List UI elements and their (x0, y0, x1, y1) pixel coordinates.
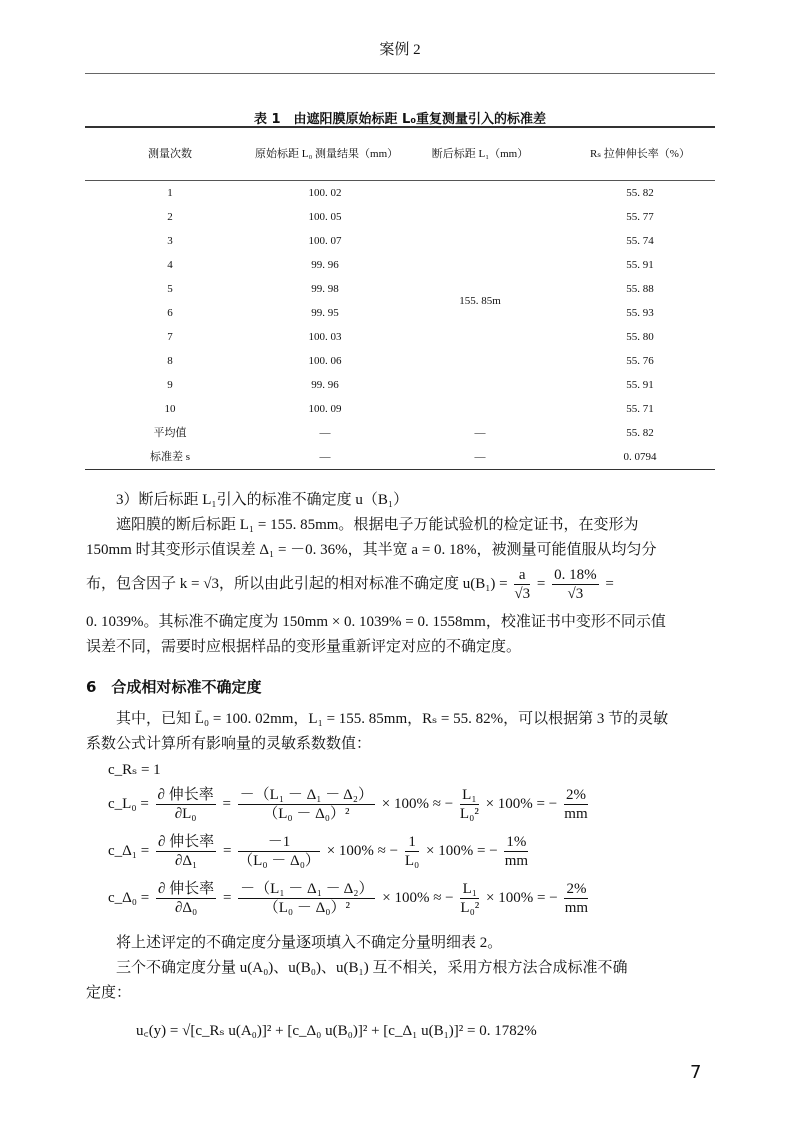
running-header: 案例 2 (379, 42, 421, 58)
table-cell: 100. 02 (308, 187, 342, 199)
table-cell: 55. 88 (626, 283, 654, 295)
table-cell: 100. 03 (308, 331, 342, 343)
equation: c_Δ₁ = $\frac{\text{∂ 伸长率}}{\text{∂Δ₁}}$ = $\frac{-1}{\text{（L₀ － Δ₀）}}$ × 100% ≈ − $\frac{1}{\text{L₀}}$ × 100% = − $\frac{1\%}{mm}$ (108, 834, 529, 870)
col-header: Rₛ 拉伸伸长率（%） (590, 148, 690, 160)
table-cell: — (474, 427, 486, 439)
table-cell: 100. 05 (308, 211, 342, 223)
paragraph-line: 150mm 时其变形示值误差 Δ₁ = －0. 36%，其半宽 a = 0. 18%，被测量可能值服从均匀分 (86, 542, 657, 558)
table-cell: — (319, 427, 331, 439)
section-heading: 6 合成相对标准不确定度 (86, 678, 262, 696)
table-cell: 99. 95 (311, 307, 339, 319)
col-header: 原始标距 L₀ 测量结果（mm） (255, 148, 399, 160)
table-cell: 55. 91 (626, 379, 654, 391)
table-cell: — (474, 451, 486, 463)
paragraph-line: 遮阳膜的断后标距 L₁ = 155. 85mm。根据电子万能试验机的检定证书，在变形为 (116, 517, 639, 533)
paragraph-line: 将上述评定的不确定度分量逐项填入不确定分量明细表 2。 (116, 935, 503, 951)
table-cell: 55. 80 (626, 331, 654, 343)
fraction: $\frac{\text{∂ 伸长率}}{\text{∂Δ₀}}$ (158, 881, 215, 917)
fraction: $\frac{2\%}{mm}$ (564, 787, 588, 823)
table-cell: 4 (167, 259, 173, 271)
table-cell: 155. 85m (459, 295, 501, 307)
equation: c_Rₛ = 1 (108, 762, 161, 778)
table-cell: 99. 96 (311, 379, 339, 391)
summary-row (85, 445, 715, 470)
table-cell: 55. 77 (626, 211, 654, 223)
table-cell: 99. 96 (311, 259, 339, 271)
table-cell: 标准差 s (149, 451, 191, 463)
fraction: $\frac{\text{∂ 伸长率}}{\text{∂Δ₁}}$ (158, 834, 215, 870)
fraction: $\frac{1}{\text{L₀}}$ (404, 834, 420, 870)
table-cell: 100. 09 (308, 403, 342, 415)
table-cell: 55. 76 (626, 355, 654, 367)
table-cell: 55. 82 (626, 187, 654, 199)
fraction: $\frac{0. 18\%}{√3}$ (554, 567, 597, 603)
table-cell: 55. 91 (626, 259, 654, 271)
table-cell: 100. 07 (308, 235, 342, 247)
table-cell: 0. 0794 (623, 451, 657, 463)
col-header: 测量次数 (148, 148, 192, 160)
table-cell: 55. 82 (626, 427, 654, 439)
paragraph-line: 其中，已知 L̄₀ = 100. 02mm，L₁ = 155. 85mm，Rₛ = 55. 82%，可以根据第 3 节的灵敏 (116, 711, 669, 727)
table-cell: — (319, 451, 331, 463)
equation: c_Δ₀ = $\frac{\text{∂ 伸长率}}{\text{∂Δ₀}}$ = $\frac{\text{－（L₁ － Δ₁ － Δ₂）}}{\text{（L₀ － Δ₀）²}}$ × 100% ≈ − $\frac{\text{L₁}}{\text{L₀²}}$ × 100% = − $\frac{2\%}{mm}$ (108, 881, 589, 917)
paragraph-line: 三个不确定度分量 u(A₀)、u(B₀)、u(B₁) 互不相关，采用方根方法合成标准不确 (116, 960, 628, 976)
table-cell: 55. 71 (626, 403, 654, 415)
fraction: $\frac{\text{L₁}}{\text{L₀²}}$ (459, 787, 479, 823)
fraction: $\frac{2\%}{mm}$ (564, 881, 589, 917)
table-cell: 2 (167, 211, 173, 223)
table-cell: 7 (167, 331, 173, 343)
table-row (85, 181, 715, 206)
summary-row (85, 421, 715, 445)
fraction: $\frac{1\%}{mm}$ (504, 834, 529, 870)
fraction: $\frac{\text{L₁}}{\text{L₀²}}$ (460, 881, 480, 917)
fraction: $\frac{\text{∂ 伸长率}}{\text{∂L₀}}$ (157, 787, 214, 823)
table-cell: 6 (167, 307, 173, 319)
table-cell: 100. 06 (308, 355, 342, 367)
table-cell: 3 (167, 235, 173, 247)
subsection-title: 3）断后标距 L₁引入的标准不确定度 u（B₁） (116, 492, 409, 508)
table-cell: 平均值 (153, 427, 187, 439)
equation: c_L₀ = $\frac{\text{∂ 伸长率}}{\text{∂L₀}}$ = $\frac{\text{－（L₁ － Δ₁ － Δ₂）}}{\text{（L₀ － Δ₀）²}}$ × 100% ≈ − $\frac{\text{L₁}}{\text{L₀²}}$ × 100% = − $\frac{2\%}{mm}$ (108, 787, 588, 823)
data-table (85, 126, 715, 470)
fraction: $\frac{-1}{\text{（L₀ － Δ₀）}}$ (238, 834, 320, 870)
col-header: 断后标距 L₁（mm） (431, 148, 529, 160)
table-caption: 表 1 由遮阳膜原始标距 L₀重复测量引入的标准差 (253, 112, 547, 127)
fraction: $\frac{\text{－（L₁ － Δ₁ － Δ₂）}}{\text{（L₀ － Δ₀）²}}$ (240, 881, 374, 917)
table-cell: 55. 93 (626, 307, 654, 319)
paragraph-line: 系数公式计算所有影响量的灵敏系数数值： (86, 736, 372, 752)
table-cell: 5 (167, 283, 173, 295)
fraction: $\frac{a}{√3}$ (514, 567, 531, 603)
table-cell: 55. 74 (626, 235, 654, 247)
table-cell: 9 (167, 379, 173, 391)
text: 布，包含因子 k = √3，所以由此引起的相对标准不确定度 u(B₁) = (86, 576, 508, 592)
table-cell: 8 (167, 355, 173, 367)
table-cell: 10 (164, 403, 176, 415)
paragraph-line: 定度： (86, 985, 132, 1001)
header-rule (85, 73, 715, 74)
paragraph-line: 0. 1039%。其标准不确定度为 150mm × 0. 1039% = 0. 1558mm，校准证书中变形不同示值 (86, 614, 666, 630)
paragraph-line: 误差不同，需要时应根据样品的变形量重新评定对应的不确定度。 (86, 639, 522, 655)
page-number: 7 (690, 1062, 702, 1083)
fraction: $\frac{\text{－（L₁ － Δ₁ － Δ₂）}}{\text{（L₀ － Δ₀）²}}$ (239, 787, 373, 823)
paragraph-line: 布，包含因子 k = √3，所以由此引起的相对标准不确定度 u(B₁) = $\frac{a}{√3}$ = $\frac{0. 18\%}{√3}$ = (86, 567, 614, 603)
table-cell: 99. 98 (311, 283, 339, 295)
table-cell: 1 (167, 187, 173, 199)
final-equation: u꜀(y) = √[c_Rₛ u(A₀)]² + [c_Δ₀ u(B₀)]² + [c_Δ₁ u(B₁)]² = 0. 1782% (136, 1023, 537, 1039)
